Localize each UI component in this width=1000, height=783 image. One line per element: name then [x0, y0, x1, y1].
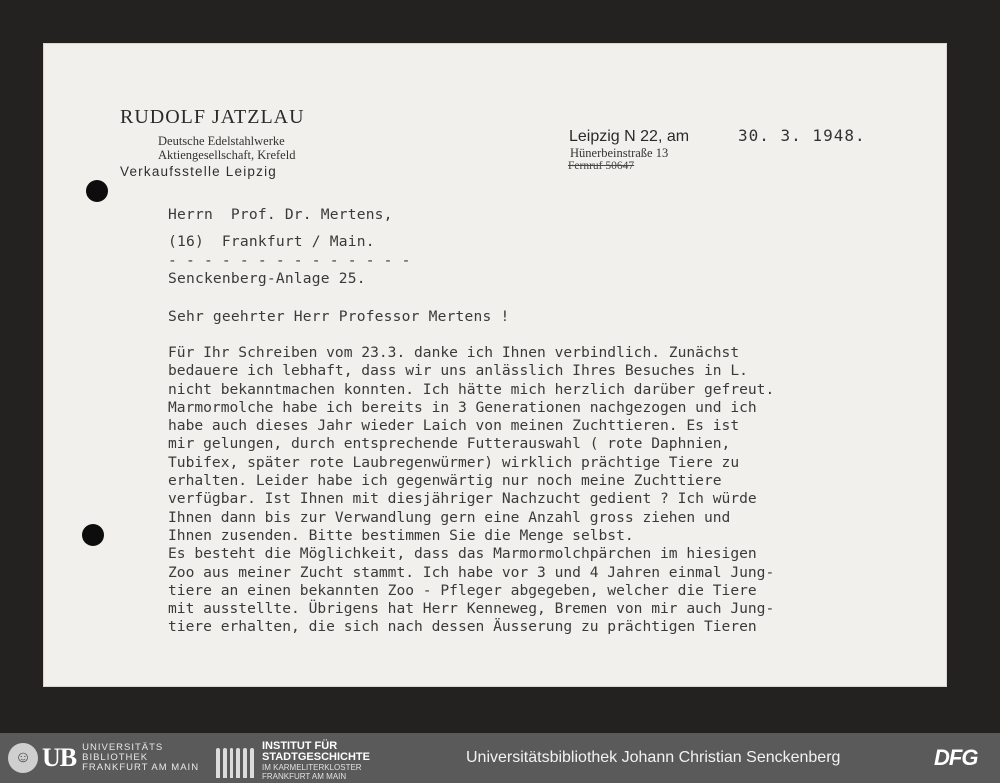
letterhead-subline-1: Deutsche Edelstahlwerke — [158, 134, 285, 148]
ub-logo-text — [82, 743, 199, 773]
isg-line-1: INSTITUT FÜR — [262, 740, 338, 752]
body-line: Tubifex, später rote Laubregenwürmer) wirklich prächtige Tiere zu — [168, 453, 740, 471]
body-line: habe auch dieses Jahr wieder Laich von meinen Zuchttieren. Es ist — [168, 417, 740, 435]
letter-body — [168, 344, 774, 637]
body-line: nicht bekanntmachen konnten. Ich hätte mich herzlich darüber gefreut. — [168, 380, 775, 398]
letterhead-company: RUDOLF JATZLAU — [120, 106, 305, 128]
body-line: tiere an einen bekannten Zoo - Pfleger abgegeben, welcher die Tiere — [168, 581, 757, 599]
body-line: Es besteht die Möglichkeit, dass das Marmormolchpärchen im hiesigen — [168, 545, 757, 563]
letterhead-phone: Fernruf 50647 — [568, 160, 635, 172]
viewer-footer-bar — [0, 733, 1000, 783]
isg-line-4: FRANKFURT AM MAIN — [262, 772, 347, 781]
address-line-2: (16) Frankfurt / Main. — [168, 233, 375, 250]
body-line: erhalten. Leider habe ich gegenwärtig nur noch meine Zuchttiere — [168, 472, 722, 490]
body-line: bedauere ich lebhaft, dass wir uns anlässlich Ihres Besuches in L. — [168, 362, 748, 380]
body-line: tiere erhalten, die sich nach dessen Äusserung zu prächtigen Tieren — [168, 618, 757, 636]
body-line: mit ausstellte. Übrigens hat Herr Kenneweg, Bremen von mir auch Jung- — [168, 600, 775, 618]
cloister-arches-icon — [216, 744, 254, 778]
letterhead-place: Leipzig N 22, am — [569, 128, 690, 145]
body-line: Zoo aus meiner Zucht stammt. Ich habe vor 3 und 4 Jahren einmal Jung- — [168, 563, 775, 581]
body-line: Für Ihr Schreiben vom 23.3. danke ich Ihnen verbindlich. Zunächst — [168, 344, 740, 361]
isg-line-2: STADTGESCHICHTE — [262, 751, 370, 763]
address-rule: - - - - - - - - - - - - - - — [168, 252, 411, 269]
letterhead-branch: Verkaufsstelle Leipzig — [120, 164, 277, 179]
dfg-logo-link[interactable]: DFG — [934, 745, 978, 770]
goethe-portrait-icon: ☺ — [8, 743, 38, 773]
punch-hole-top — [86, 180, 108, 202]
letter-date: 30. 3. 1948. — [738, 126, 866, 145]
ub-text-line-1: UNIVERSITÄTS — [82, 742, 164, 753]
punch-hole-bottom — [82, 524, 104, 546]
body-line: Ihnen zusenden. Bitte bestimmen Sie die Menge selbst. — [168, 526, 634, 544]
address-line-1: Herrn Prof. Dr. Mertens, — [168, 206, 393, 223]
body-line: Marmormolche habe ich bereits in 3 Generationen nachgezogen und ich — [168, 398, 757, 416]
isg-logo-text — [262, 741, 370, 781]
isg-logo-link[interactable] — [216, 741, 370, 781]
letterhead-street: Hünerbeinstraße 13 — [570, 146, 669, 160]
ub-text-line-2: BIBLIOTHEK — [82, 752, 149, 763]
library-title: Universitätsbibliothek Johann Christian Senckenberg — [466, 749, 841, 766]
body-line: verfügbar. Ist Ihnen mit diesjähriger Nachzucht gedient ? Ich würde — [168, 490, 757, 508]
address-line-3: Senckenberg-Anlage 25. — [168, 270, 366, 287]
salutation: Sehr geehrter Herr Professor Mertens ! — [168, 308, 510, 325]
isg-line-3: IM KARMELITERKLOSTER — [262, 763, 362, 772]
body-line: mir gelungen, durch entsprechende Futterauswahl ( rote Daphnien, — [168, 435, 731, 453]
ub-text-line-3: FRANKFURT AM MAIN — [82, 762, 200, 773]
letter-page — [44, 44, 946, 686]
letterhead-subline-2: Aktiengesellschaft, Krefeld — [158, 148, 296, 162]
ub-logo-link[interactable] — [8, 741, 199, 775]
ub-logo-letters: UB — [42, 743, 77, 772]
body-line: Ihnen dann bis zur Verwandlung gern eine Anzahl gross ziehen und — [168, 508, 731, 526]
